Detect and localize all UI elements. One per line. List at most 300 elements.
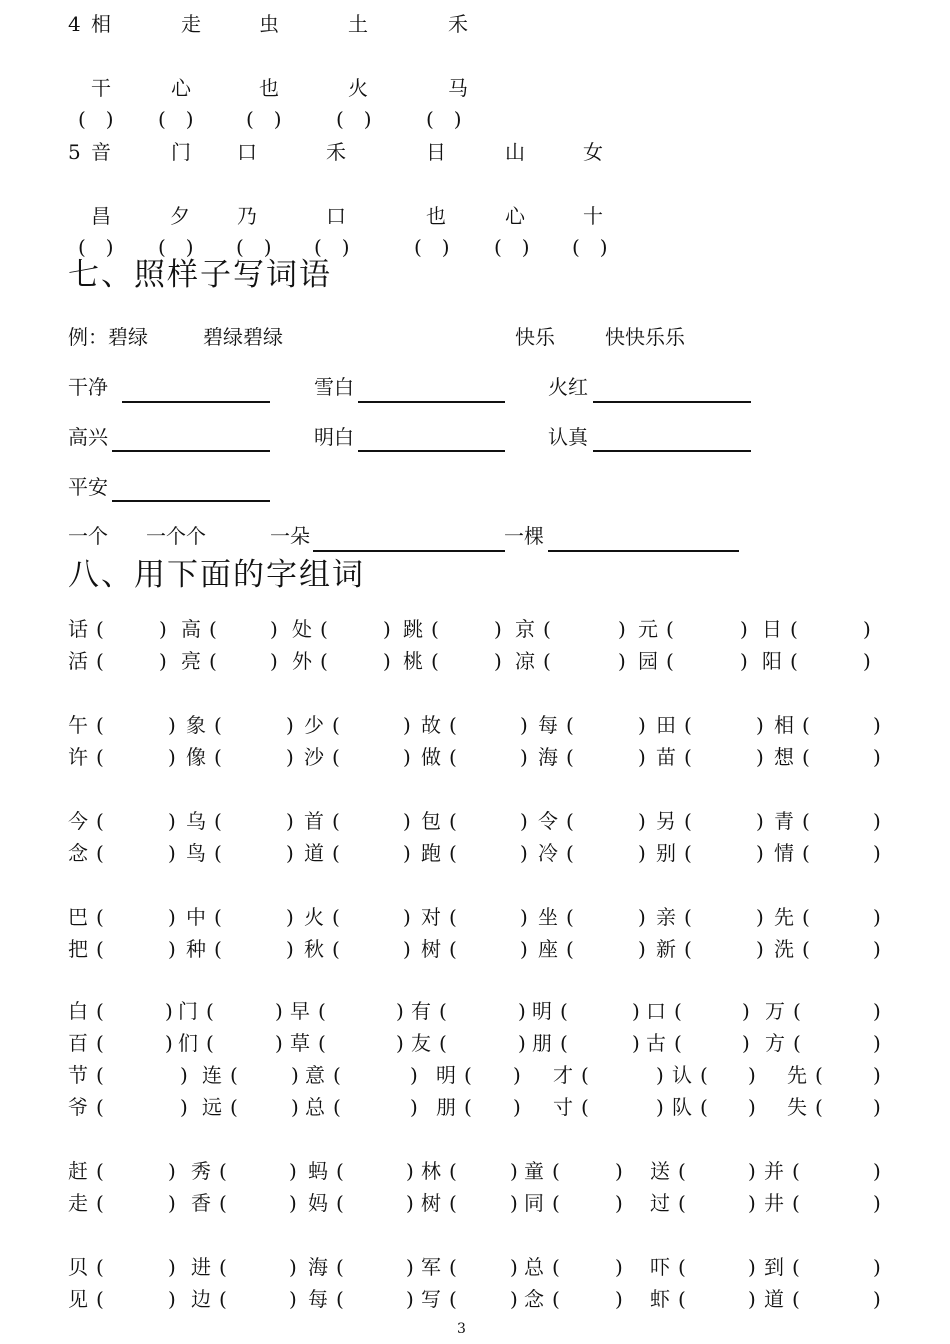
group-char: 亲 <box>656 905 676 929</box>
paren-close[interactable]: ) <box>873 745 881 769</box>
group-char: 贝 <box>68 1255 88 1279</box>
exercise-char: 女 <box>583 140 603 164</box>
paren-open[interactable]: ( <box>336 1255 344 1279</box>
paren-close[interactable]: ) <box>638 905 646 929</box>
answer-parentheses[interactable]: ( ) <box>494 235 530 259</box>
paren-open[interactable]: ( <box>684 713 692 737</box>
paren-open[interactable]: ( <box>214 937 222 961</box>
paren-open[interactable]: ( <box>674 999 682 1023</box>
paren-open[interactable]: ( <box>96 937 104 961</box>
paren-close[interactable]: ) <box>180 1063 188 1087</box>
paren-open[interactable]: ( <box>666 617 674 641</box>
paren-open[interactable]: ( <box>449 1287 457 1311</box>
paren-open[interactable]: ( <box>792 1191 800 1215</box>
paren-open[interactable]: ( <box>96 1031 104 1055</box>
paren-open[interactable]: ( <box>336 1191 344 1215</box>
paren-open[interactable]: ( <box>793 999 801 1023</box>
paren-close[interactable]: ) <box>286 937 294 961</box>
paren-close[interactable]: ) <box>180 1095 188 1119</box>
paren-close[interactable]: ) <box>638 841 646 865</box>
paren-close[interactable]: ) <box>406 1255 414 1279</box>
paren-open[interactable]: ( <box>666 649 674 673</box>
paren-open[interactable]: ( <box>566 905 574 929</box>
paren-open[interactable]: ( <box>802 905 810 929</box>
group-char: 童 <box>524 1159 544 1183</box>
paren-open[interactable]: ( <box>678 1255 686 1279</box>
paren-open[interactable]: ( <box>332 745 340 769</box>
paren-open[interactable]: ( <box>318 1031 326 1055</box>
paren-open[interactable]: ( <box>320 617 328 641</box>
paren-open[interactable]: ( <box>552 1255 560 1279</box>
paren-close[interactable]: ) <box>510 1287 518 1311</box>
paren-open[interactable]: ( <box>566 809 574 833</box>
paren-close[interactable]: ) <box>748 1191 756 1215</box>
paren-close[interactable]: ) <box>406 1159 414 1183</box>
paren-close[interactable]: ) <box>275 999 283 1023</box>
paren-close[interactable]: ) <box>286 905 294 929</box>
paren-close[interactable]: ) <box>873 905 881 929</box>
paren-open[interactable]: ( <box>678 1287 686 1311</box>
paren-open[interactable]: ( <box>214 905 222 929</box>
paren-open[interactable]: ( <box>674 1031 682 1055</box>
paren-close[interactable]: ) <box>270 617 278 641</box>
paren-close[interactable]: ) <box>615 1255 623 1279</box>
group-char: 种 <box>186 937 206 961</box>
paren-close[interactable]: ) <box>873 1287 881 1311</box>
group-char: 进 <box>191 1255 211 1279</box>
group-char: 总 <box>524 1255 544 1279</box>
paren-open[interactable]: ( <box>543 617 551 641</box>
paren-close[interactable]: ) <box>748 1287 756 1311</box>
paren-open[interactable]: ( <box>449 745 457 769</box>
paren-close[interactable]: ) <box>518 1031 526 1055</box>
paren-open[interactable]: ( <box>449 713 457 737</box>
paren-close[interactable]: ) <box>873 1031 881 1055</box>
paren-close[interactable]: ) <box>863 649 871 673</box>
group-char: 象 <box>186 713 206 737</box>
paren-close[interactable]: ) <box>518 999 526 1023</box>
answer-parentheses[interactable]: ( ) <box>426 107 462 131</box>
paren-open[interactable]: ( <box>214 841 222 865</box>
paren-open[interactable]: ( <box>802 713 810 737</box>
paren-close[interactable]: ) <box>406 1287 414 1311</box>
paren-close[interactable]: ) <box>513 1095 521 1119</box>
paren-close[interactable]: ) <box>168 1191 176 1215</box>
paren-open[interactable]: ( <box>333 1095 341 1119</box>
paren-open[interactable]: ( <box>790 649 798 673</box>
paren-open[interactable]: ( <box>552 1287 560 1311</box>
paren-close[interactable]: ) <box>403 905 411 929</box>
paren-open[interactable]: ( <box>684 937 692 961</box>
paren-close[interactable]: ) <box>168 1159 176 1183</box>
paren-close[interactable]: ) <box>410 1095 418 1119</box>
paren-close[interactable]: ) <box>406 1191 414 1215</box>
paren-open[interactable]: ( <box>214 713 222 737</box>
word-prompt: 雪白 <box>314 375 354 399</box>
paren-open[interactable]: ( <box>219 1191 227 1215</box>
paren-open[interactable]: ( <box>332 841 340 865</box>
group-char: 并 <box>764 1159 784 1183</box>
paren-open[interactable]: ( <box>802 745 810 769</box>
answer-parentheses[interactable]: ( ) <box>78 235 114 259</box>
paren-close[interactable]: ) <box>520 745 528 769</box>
paren-close[interactable]: ) <box>873 1095 881 1119</box>
answer-parentheses[interactable]: ( ) <box>158 235 194 259</box>
paren-close[interactable]: ) <box>289 1255 297 1279</box>
paren-open[interactable]: ( <box>449 1191 457 1215</box>
paren-close[interactable]: ) <box>748 1159 756 1183</box>
paren-open[interactable]: ( <box>464 1063 472 1087</box>
group-char: 送 <box>650 1159 670 1183</box>
paren-close[interactable]: ) <box>291 1063 299 1087</box>
paren-open[interactable]: ( <box>219 1287 227 1311</box>
paren-close[interactable]: ) <box>275 1031 283 1055</box>
paren-close[interactable]: ) <box>873 999 881 1023</box>
group-char: 秀 <box>191 1159 211 1183</box>
paren-open[interactable]: ( <box>802 937 810 961</box>
answer-parentheses[interactable]: ( ) <box>236 235 272 259</box>
paren-close[interactable]: ) <box>740 649 748 673</box>
answer-parentheses[interactable]: ( ) <box>314 235 350 259</box>
paren-close[interactable]: ) <box>291 1095 299 1119</box>
paren-close[interactable]: ) <box>742 1031 750 1055</box>
paren-open[interactable]: ( <box>449 841 457 865</box>
paren-close[interactable]: ) <box>289 1287 297 1311</box>
paren-close[interactable]: ) <box>873 1063 881 1087</box>
paren-close[interactable]: ) <box>740 617 748 641</box>
paren-open[interactable]: ( <box>209 649 217 673</box>
paren-open[interactable]: ( <box>320 649 328 673</box>
paren-open[interactable]: ( <box>96 809 104 833</box>
paren-open[interactable]: ( <box>332 713 340 737</box>
paren-open[interactable]: ( <box>581 1063 589 1087</box>
paren-close[interactable]: ) <box>873 713 881 737</box>
paren-open[interactable]: ( <box>439 999 447 1023</box>
paren-open[interactable]: ( <box>96 1063 104 1087</box>
paren-close[interactable]: ) <box>873 937 881 961</box>
paren-close[interactable]: ) <box>286 809 294 833</box>
paren-open[interactable]: ( <box>431 649 439 673</box>
paren-open[interactable]: ( <box>581 1095 589 1119</box>
answer-blank[interactable] <box>593 401 751 403</box>
paren-open[interactable]: ( <box>792 1255 800 1279</box>
answer-blank[interactable] <box>122 401 270 403</box>
paren-close[interactable]: ) <box>615 1287 623 1311</box>
paren-close[interactable]: ) <box>289 1159 297 1183</box>
paren-open[interactable]: ( <box>678 1159 686 1183</box>
measure-word: 一朵 <box>270 524 310 548</box>
paren-open[interactable]: ( <box>449 809 457 833</box>
paren-close[interactable]: ) <box>168 1255 176 1279</box>
paren-close[interactable]: ) <box>396 1031 404 1055</box>
word-prompt: 明白 <box>314 425 354 449</box>
paren-close[interactable]: ) <box>638 745 646 769</box>
paren-open[interactable]: ( <box>792 1159 800 1183</box>
paren-close[interactable]: ) <box>168 841 176 865</box>
paren-close[interactable]: ) <box>403 809 411 833</box>
paren-close[interactable]: ) <box>168 713 176 737</box>
paren-close[interactable]: ) <box>748 1255 756 1279</box>
paren-open[interactable]: ( <box>439 1031 447 1055</box>
paren-close[interactable]: ) <box>656 1063 664 1087</box>
paren-close[interactable]: ) <box>403 745 411 769</box>
paren-open[interactable]: ( <box>464 1095 472 1119</box>
paren-open[interactable]: ( <box>230 1063 238 1087</box>
paren-open[interactable]: ( <box>318 999 326 1023</box>
paren-close[interactable]: ) <box>383 617 391 641</box>
group-char: 友 <box>411 1031 431 1055</box>
paren-open[interactable]: ( <box>96 713 104 737</box>
paren-open[interactable]: ( <box>815 1063 823 1087</box>
paren-close[interactable]: ) <box>520 937 528 961</box>
paren-close[interactable]: ) <box>168 905 176 929</box>
paren-open[interactable]: ( <box>560 999 568 1023</box>
group-char: 香 <box>191 1191 211 1215</box>
paren-open[interactable]: ( <box>431 617 439 641</box>
paren-close[interactable]: ) <box>520 713 528 737</box>
paren-close[interactable]: ) <box>286 745 294 769</box>
answer-parentheses[interactable]: ( ) <box>246 107 282 131</box>
paren-close[interactable]: ) <box>510 1255 518 1279</box>
paren-open[interactable]: ( <box>792 1287 800 1311</box>
group-char: 海 <box>538 745 558 769</box>
paren-open[interactable]: ( <box>96 745 104 769</box>
paren-open[interactable]: ( <box>566 937 574 961</box>
answer-blank[interactable] <box>358 450 505 452</box>
paren-open[interactable]: ( <box>332 809 340 833</box>
paren-close[interactable]: ) <box>403 713 411 737</box>
exercise-char: 也 <box>259 76 279 100</box>
exercise-char: 相 <box>91 12 111 36</box>
group-char: 鸟 <box>186 841 206 865</box>
group-char: 把 <box>68 937 88 961</box>
paren-close[interactable]: ) <box>638 937 646 961</box>
paren-open[interactable]: ( <box>96 1159 104 1183</box>
paren-open[interactable]: ( <box>214 809 222 833</box>
paren-close[interactable]: ) <box>756 937 764 961</box>
paren-open[interactable]: ( <box>684 841 692 865</box>
paren-close[interactable]: ) <box>383 649 391 673</box>
paren-open[interactable]: ( <box>449 1159 457 1183</box>
paren-open[interactable]: ( <box>793 1031 801 1055</box>
group-char: 走 <box>68 1191 88 1215</box>
paren-open[interactable]: ( <box>209 617 217 641</box>
paren-open[interactable]: ( <box>552 1191 560 1215</box>
example-answer: 快快乐乐 <box>605 325 685 349</box>
group-char: 情 <box>774 841 794 865</box>
paren-close[interactable]: ) <box>410 1063 418 1087</box>
group-char: 园 <box>638 649 658 673</box>
measure-word: 一棵 <box>504 524 544 548</box>
paren-open[interactable]: ( <box>332 905 340 929</box>
paren-open[interactable]: ( <box>449 1255 457 1279</box>
answer-parentheses[interactable]: ( ) <box>78 107 114 131</box>
paren-close[interactable]: ) <box>520 841 528 865</box>
paren-close[interactable]: ) <box>494 649 502 673</box>
paren-close[interactable]: ) <box>656 1095 664 1119</box>
paren-open[interactable]: ( <box>336 1159 344 1183</box>
paren-close[interactable]: ) <box>510 1159 518 1183</box>
paren-open[interactable]: ( <box>332 937 340 961</box>
paren-open[interactable]: ( <box>96 905 104 929</box>
answer-blank[interactable] <box>593 450 751 452</box>
paren-close[interactable]: ) <box>863 617 871 641</box>
group-char: 想 <box>774 745 794 769</box>
answer-blank[interactable] <box>548 550 739 552</box>
paren-close[interactable]: ) <box>873 1159 881 1183</box>
group-char: 失 <box>787 1095 807 1119</box>
paren-close[interactable]: ) <box>873 1255 881 1279</box>
paren-open[interactable]: ( <box>96 617 104 641</box>
paren-close[interactable]: ) <box>168 937 176 961</box>
paren-close[interactable]: ) <box>618 649 626 673</box>
paren-close[interactable]: ) <box>494 617 502 641</box>
answer-blank[interactable] <box>358 401 505 403</box>
paren-open[interactable]: ( <box>700 1095 708 1119</box>
paren-open[interactable]: ( <box>96 1191 104 1215</box>
paren-open[interactable]: ( <box>790 617 798 641</box>
paren-open[interactable]: ( <box>684 905 692 929</box>
group-char: 元 <box>638 617 658 641</box>
paren-close[interactable]: ) <box>168 809 176 833</box>
paren-close[interactable]: ) <box>403 937 411 961</box>
group-char: 别 <box>656 841 676 865</box>
paren-close[interactable]: ) <box>289 1191 297 1215</box>
paren-close[interactable]: ) <box>286 713 294 737</box>
paren-close[interactable]: ) <box>615 1191 623 1215</box>
paren-close[interactable]: ) <box>632 1031 640 1055</box>
group-char: 跳 <box>403 617 423 641</box>
paren-open[interactable]: ( <box>552 1159 560 1183</box>
paren-close[interactable]: ) <box>520 809 528 833</box>
paren-open[interactable]: ( <box>678 1191 686 1215</box>
group-char: 妈 <box>308 1191 328 1215</box>
paren-open[interactable]: ( <box>96 1095 104 1119</box>
group-char: 古 <box>646 1031 666 1055</box>
group-char: 阳 <box>762 649 782 673</box>
paren-open[interactable]: ( <box>560 1031 568 1055</box>
paren-open[interactable]: ( <box>230 1095 238 1119</box>
group-char: 念 <box>68 841 88 865</box>
group-char: 京 <box>515 617 535 641</box>
paren-open[interactable]: ( <box>566 745 574 769</box>
paren-open[interactable]: ( <box>206 999 214 1023</box>
group-char: 沙 <box>304 745 324 769</box>
paren-close[interactable]: ) <box>873 1191 881 1215</box>
group-char: 洗 <box>774 937 794 961</box>
paren-close[interactable]: ) <box>756 713 764 737</box>
paren-open[interactable]: ( <box>543 649 551 673</box>
group-char: 总 <box>305 1095 325 1119</box>
paren-open[interactable]: ( <box>96 841 104 865</box>
paren-close[interactable]: ) <box>513 1063 521 1087</box>
paren-close[interactable]: ) <box>168 1287 176 1311</box>
group-char: 活 <box>68 649 88 673</box>
paren-open[interactable]: ( <box>96 649 104 673</box>
paren-open[interactable]: ( <box>449 905 457 929</box>
paren-close[interactable]: ) <box>270 649 278 673</box>
group-char: 令 <box>538 809 558 833</box>
group-char: 明 <box>532 999 552 1023</box>
exercise-char: 口 <box>237 140 257 164</box>
paren-close[interactable]: ) <box>159 617 167 641</box>
paren-close[interactable]: ) <box>165 999 173 1023</box>
paren-open[interactable]: ( <box>566 713 574 737</box>
group-char: 爷 <box>68 1095 88 1119</box>
paren-open[interactable]: ( <box>815 1095 823 1119</box>
group-char: 海 <box>308 1255 328 1279</box>
paren-close[interactable]: ) <box>165 1031 173 1055</box>
paren-close[interactable]: ) <box>742 999 750 1023</box>
answer-blank[interactable] <box>313 550 505 552</box>
paren-open[interactable]: ( <box>96 999 104 1023</box>
paren-close[interactable]: ) <box>618 617 626 641</box>
paren-close[interactable]: ) <box>756 809 764 833</box>
paren-close[interactable]: ) <box>638 809 646 833</box>
paren-close[interactable]: ) <box>168 745 176 769</box>
exercise-char: 禾 <box>448 12 468 36</box>
answer-parentheses[interactable]: ( ) <box>572 235 608 259</box>
paren-close[interactable]: ) <box>403 841 411 865</box>
paren-close[interactable]: ) <box>756 745 764 769</box>
group-char: 中 <box>186 905 206 929</box>
paren-close[interactable]: ) <box>873 809 881 833</box>
group-char: 话 <box>68 617 88 641</box>
answer-parentheses[interactable]: ( ) <box>414 235 450 259</box>
paren-close[interactable]: ) <box>756 905 764 929</box>
paren-open[interactable]: ( <box>206 1031 214 1055</box>
exercise-char: 土 <box>348 12 368 36</box>
group-char: 有 <box>411 999 431 1023</box>
paren-open[interactable]: ( <box>219 1159 227 1183</box>
paren-open[interactable]: ( <box>336 1287 344 1311</box>
word-prompt: 干净 <box>68 375 108 399</box>
answer-blank[interactable] <box>112 450 270 452</box>
paren-open[interactable]: ( <box>449 937 457 961</box>
group-char: 到 <box>764 1255 784 1279</box>
paren-open[interactable]: ( <box>802 841 810 865</box>
paren-close[interactable]: ) <box>748 1095 756 1119</box>
paren-close[interactable]: ) <box>159 649 167 673</box>
paren-open[interactable]: ( <box>96 1255 104 1279</box>
paren-close[interactable]: ) <box>286 841 294 865</box>
paren-close[interactable]: ) <box>396 999 404 1023</box>
paren-close[interactable]: ) <box>510 1191 518 1215</box>
paren-open[interactable]: ( <box>700 1063 708 1087</box>
paren-close[interactable]: ) <box>520 905 528 929</box>
paren-close[interactable]: ) <box>873 841 881 865</box>
group-char: 外 <box>292 649 312 673</box>
paren-open[interactable]: ( <box>96 1287 104 1311</box>
paren-open[interactable]: ( <box>219 1255 227 1279</box>
paren-close[interactable]: ) <box>638 713 646 737</box>
group-char: 亮 <box>181 649 201 673</box>
answer-blank[interactable] <box>112 500 270 502</box>
paren-close[interactable]: ) <box>615 1159 623 1183</box>
paren-close[interactable]: ) <box>756 841 764 865</box>
answer-parentheses[interactable]: ( ) <box>336 107 372 131</box>
paren-open[interactable]: ( <box>333 1063 341 1087</box>
paren-open[interactable]: ( <box>566 841 574 865</box>
paren-open[interactable]: ( <box>684 809 692 833</box>
paren-open[interactable]: ( <box>214 745 222 769</box>
paren-open[interactable]: ( <box>684 745 692 769</box>
group-char: 包 <box>421 809 441 833</box>
paren-close[interactable]: ) <box>632 999 640 1023</box>
answer-parentheses[interactable]: ( ) <box>158 107 194 131</box>
paren-close[interactable]: ) <box>748 1063 756 1087</box>
paren-open[interactable]: ( <box>802 809 810 833</box>
